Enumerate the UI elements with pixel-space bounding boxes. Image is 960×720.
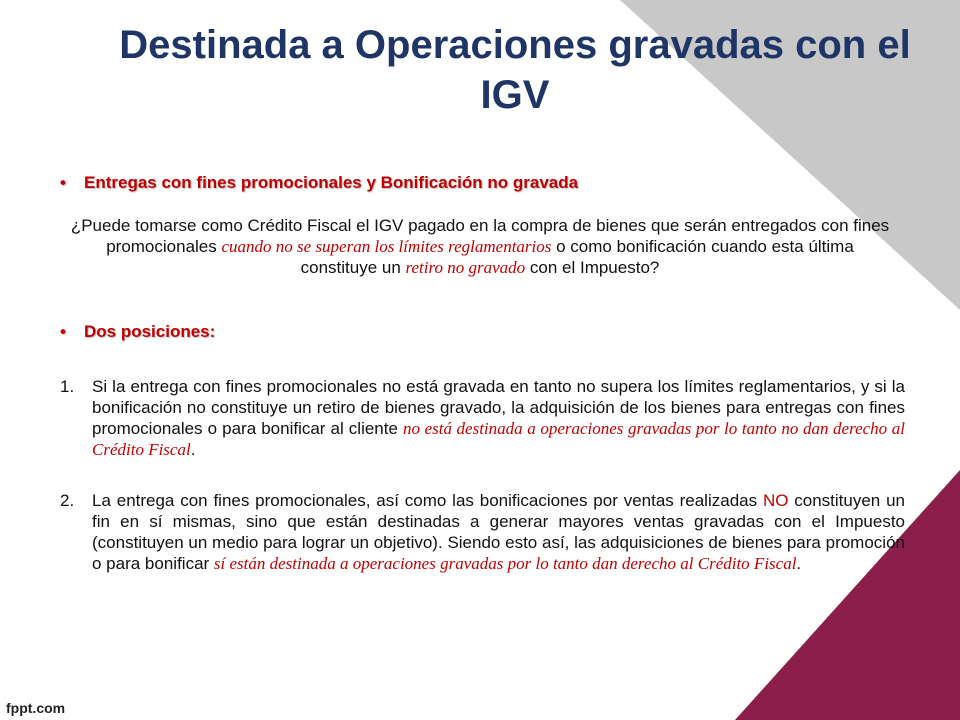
item-no-emphasis: NO [762,491,789,510]
bullet-two-positions [60,322,215,342]
item-text-b: constituyen un fin en sí mismas, sino que están destinadas a generar mayores ventas gravadas con el Impuesto (constituyen un medio para lograr un objetivo). Siendo esto así, las adquisiciones de bienes para promoción o para bonificar [92,491,905,573]
question-text-part1: ¿Puede tomarse como Crédito Fiscal el IGV pagado en la compra de bienes que serán entregados con fines promocionales [70,216,890,256]
bullet-text: Entregas con fines promocionales y Bonificación no gravada [84,173,579,192]
position-item-1 [60,376,905,460]
slide-title: Destinada a Operaciones gravadas con el IGV [119,23,911,117]
item-end: . [796,554,802,573]
item-body [92,490,905,574]
question-paragraph [70,215,890,278]
item-number: 2. [60,491,75,510]
bullet-icon: • [60,322,66,341]
item-end: . [190,440,196,459]
question-italic-limits: cuando no se superan los límites reglamentarios [221,237,552,256]
item-text: Si la entrega con fines promocionales no está gravada en tanto no supera los límites reglamentarios, y si la bonificación no constituye un retiro de bienes gravado, la adquisición de los bienes para entregas con fines promocionales o para bonificar al cliente [92,377,905,438]
bullet-icon: • [60,173,66,192]
position-item-2 [60,490,905,574]
bullet-promotional-deliveries [60,173,578,193]
footer-brand: fppt.com [6,700,66,716]
item-text-a: La entrega con fines promocionales, así como las bonificaciones por ventas realizadas [92,491,763,510]
item-italic-conclusion: no está destinada a operaciones gravadas por lo tanto no dan derecho al Crédito Fiscal [92,419,905,459]
question-text-part2: o como bonificación cuando esta última constituye un [300,237,854,277]
bullet-text: Dos posiciones: [84,322,216,341]
item-italic-conclusion: sí están destinada a operaciones gravadas por lo tanto dan derecho al Crédito Fiscal [213,554,797,573]
question-italic-retiro: retiro no gravado [405,258,526,277]
item-body [92,376,905,460]
question-text-part3: con el Impuesto? [525,258,660,277]
item-number: 1. [60,377,75,396]
